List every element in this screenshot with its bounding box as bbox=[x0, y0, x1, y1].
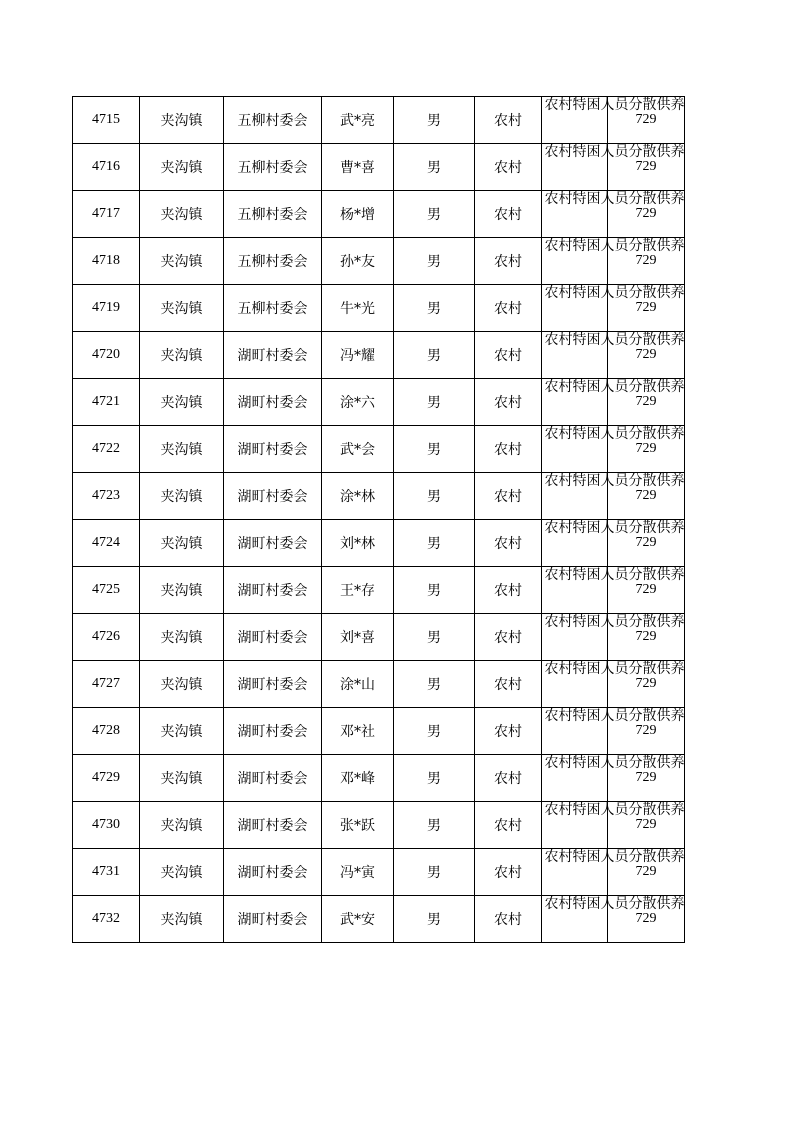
amount-cell: 729 bbox=[608, 144, 685, 191]
amount-cell: 729 bbox=[608, 191, 685, 238]
village-committee-cell: 湖町村委会 bbox=[224, 379, 322, 426]
table-row bbox=[73, 191, 685, 238]
support-category-text: 农村特困人员分散供养 bbox=[544, 191, 685, 207]
residence-type-cell: 农村 bbox=[475, 802, 542, 849]
record-number: 4715 bbox=[73, 97, 140, 144]
residence-type-cell: 农村 bbox=[475, 755, 542, 802]
gender-cell: 男 bbox=[394, 567, 475, 614]
gender-cell: 男 bbox=[394, 755, 475, 802]
record-number: 4719 bbox=[73, 285, 140, 332]
residence-type-cell: 农村 bbox=[475, 97, 542, 144]
amount-cell: 729 bbox=[608, 285, 685, 332]
support-category-text: 农村特困人员分散供养 bbox=[544, 567, 685, 583]
person-name-cell: 涂*山 bbox=[322, 661, 394, 708]
residence-type-cell: 农村 bbox=[475, 191, 542, 238]
gender-cell: 男 bbox=[394, 144, 475, 191]
table-row bbox=[73, 755, 685, 802]
support-category-text: 农村特困人员分散供养 bbox=[544, 520, 685, 536]
village-committee-cell: 湖町村委会 bbox=[224, 896, 322, 943]
residence-type-cell: 农村 bbox=[475, 708, 542, 755]
support-category-text: 农村特困人员分散供养 bbox=[544, 238, 685, 254]
town-cell: 夹沟镇 bbox=[140, 896, 224, 943]
support-category-text: 农村特困人员分散供养 bbox=[544, 473, 685, 489]
town-cell: 夹沟镇 bbox=[140, 614, 224, 661]
support-category-text: 农村特困人员分散供养 bbox=[544, 379, 685, 395]
amount-cell: 729 bbox=[608, 755, 685, 802]
support-category-text: 农村特困人员分散供养 bbox=[544, 896, 685, 912]
record-number: 4725 bbox=[73, 567, 140, 614]
record-number: 4728 bbox=[73, 708, 140, 755]
residence-type-cell: 农村 bbox=[475, 661, 542, 708]
table-row bbox=[73, 708, 685, 755]
gender-cell: 男 bbox=[394, 426, 475, 473]
town-cell: 夹沟镇 bbox=[140, 144, 224, 191]
amount-cell: 729 bbox=[608, 708, 685, 755]
table-row bbox=[73, 379, 685, 426]
person-name-cell: 牛*光 bbox=[322, 285, 394, 332]
record-number: 4731 bbox=[73, 849, 140, 896]
record-number: 4732 bbox=[73, 896, 140, 943]
beneficiary-table bbox=[72, 96, 685, 943]
table-row bbox=[73, 426, 685, 473]
village-committee-cell: 湖町村委会 bbox=[224, 802, 322, 849]
town-cell: 夹沟镇 bbox=[140, 379, 224, 426]
table-row bbox=[73, 144, 685, 191]
residence-type-cell: 农村 bbox=[475, 426, 542, 473]
amount-cell: 729 bbox=[608, 661, 685, 708]
gender-cell: 男 bbox=[394, 379, 475, 426]
record-number: 4730 bbox=[73, 802, 140, 849]
record-number: 4720 bbox=[73, 332, 140, 379]
person-name-cell: 冯*耀 bbox=[322, 332, 394, 379]
table-row bbox=[73, 238, 685, 285]
town-cell: 夹沟镇 bbox=[140, 473, 224, 520]
person-name-cell: 王*存 bbox=[322, 567, 394, 614]
table-body bbox=[73, 97, 685, 943]
village-committee-cell: 五柳村委会 bbox=[224, 191, 322, 238]
record-number: 4717 bbox=[73, 191, 140, 238]
support-category-text: 农村特困人员分散供养 bbox=[544, 802, 685, 818]
record-number: 4724 bbox=[73, 520, 140, 567]
person-name-cell: 涂*林 bbox=[322, 473, 394, 520]
record-number: 4718 bbox=[73, 238, 140, 285]
village-committee-cell: 五柳村委会 bbox=[224, 144, 322, 191]
residence-type-cell: 农村 bbox=[475, 144, 542, 191]
support-category-text: 农村特困人员分散供养 bbox=[544, 614, 685, 630]
record-number: 4723 bbox=[73, 473, 140, 520]
person-name-cell: 涂*六 bbox=[322, 379, 394, 426]
gender-cell: 男 bbox=[394, 708, 475, 755]
amount-cell: 729 bbox=[608, 849, 685, 896]
amount-cell: 729 bbox=[608, 520, 685, 567]
town-cell: 夹沟镇 bbox=[140, 567, 224, 614]
support-category-text: 农村特困人员分散供养 bbox=[544, 755, 685, 771]
gender-cell: 男 bbox=[394, 520, 475, 567]
village-committee-cell: 湖町村委会 bbox=[224, 520, 322, 567]
record-number: 4729 bbox=[73, 755, 140, 802]
amount-cell: 729 bbox=[608, 238, 685, 285]
gender-cell: 男 bbox=[394, 332, 475, 379]
town-cell: 夹沟镇 bbox=[140, 238, 224, 285]
support-category-text: 农村特困人员分散供养 bbox=[544, 708, 685, 724]
person-name-cell: 武*亮 bbox=[322, 97, 394, 144]
town-cell: 夹沟镇 bbox=[140, 849, 224, 896]
village-committee-cell: 湖町村委会 bbox=[224, 426, 322, 473]
residence-type-cell: 农村 bbox=[475, 332, 542, 379]
support-category-text: 农村特困人员分散供养 bbox=[544, 144, 685, 160]
town-cell: 夹沟镇 bbox=[140, 426, 224, 473]
gender-cell: 男 bbox=[394, 191, 475, 238]
table-row bbox=[73, 661, 685, 708]
village-committee-cell: 湖町村委会 bbox=[224, 614, 322, 661]
gender-cell: 男 bbox=[394, 473, 475, 520]
person-name-cell: 武*安 bbox=[322, 896, 394, 943]
table-row bbox=[73, 285, 685, 332]
support-category-text: 农村特困人员分散供养 bbox=[544, 332, 685, 348]
residence-type-cell: 农村 bbox=[475, 614, 542, 661]
table-row bbox=[73, 332, 685, 379]
support-category-text: 农村特困人员分散供养 bbox=[544, 285, 685, 301]
gender-cell: 男 bbox=[394, 614, 475, 661]
town-cell: 夹沟镇 bbox=[140, 661, 224, 708]
person-name-cell: 武*会 bbox=[322, 426, 394, 473]
amount-cell: 729 bbox=[608, 97, 685, 144]
town-cell: 夹沟镇 bbox=[140, 191, 224, 238]
village-committee-cell: 五柳村委会 bbox=[224, 238, 322, 285]
town-cell: 夹沟镇 bbox=[140, 97, 224, 144]
village-committee-cell: 五柳村委会 bbox=[224, 285, 322, 332]
town-cell: 夹沟镇 bbox=[140, 755, 224, 802]
support-category-text: 农村特困人员分散供养 bbox=[544, 426, 685, 442]
person-name-cell: 冯*寅 bbox=[322, 849, 394, 896]
residence-type-cell: 农村 bbox=[475, 379, 542, 426]
record-number: 4721 bbox=[73, 379, 140, 426]
person-name-cell: 邓*社 bbox=[322, 708, 394, 755]
amount-cell: 729 bbox=[608, 426, 685, 473]
gender-cell: 男 bbox=[394, 849, 475, 896]
table-row bbox=[73, 567, 685, 614]
gender-cell: 男 bbox=[394, 285, 475, 332]
record-number: 4716 bbox=[73, 144, 140, 191]
gender-cell: 男 bbox=[394, 802, 475, 849]
record-number: 4726 bbox=[73, 614, 140, 661]
town-cell: 夹沟镇 bbox=[140, 332, 224, 379]
support-category-text: 农村特困人员分散供养 bbox=[544, 97, 685, 113]
residence-type-cell: 农村 bbox=[475, 238, 542, 285]
village-committee-cell: 湖町村委会 bbox=[224, 332, 322, 379]
support-category-text: 农村特困人员分散供养 bbox=[544, 849, 685, 865]
table-row bbox=[73, 520, 685, 567]
amount-cell: 729 bbox=[608, 473, 685, 520]
person-name-cell: 张*跃 bbox=[322, 802, 394, 849]
support-category-text: 农村特困人员分散供养 bbox=[544, 661, 685, 677]
town-cell: 夹沟镇 bbox=[140, 708, 224, 755]
village-committee-cell: 湖町村委会 bbox=[224, 567, 322, 614]
gender-cell: 男 bbox=[394, 238, 475, 285]
village-committee-cell: 五柳村委会 bbox=[224, 97, 322, 144]
residence-type-cell: 农村 bbox=[475, 520, 542, 567]
record-number: 4727 bbox=[73, 661, 140, 708]
town-cell: 夹沟镇 bbox=[140, 520, 224, 567]
residence-type-cell: 农村 bbox=[475, 849, 542, 896]
residence-type-cell: 农村 bbox=[475, 473, 542, 520]
amount-cell: 729 bbox=[608, 614, 685, 661]
amount-cell: 729 bbox=[608, 332, 685, 379]
village-committee-cell: 湖町村委会 bbox=[224, 661, 322, 708]
person-name-cell: 邓*峰 bbox=[322, 755, 394, 802]
residence-type-cell: 农村 bbox=[475, 285, 542, 332]
person-name-cell: 曹*喜 bbox=[322, 144, 394, 191]
village-committee-cell: 湖町村委会 bbox=[224, 708, 322, 755]
village-committee-cell: 湖町村委会 bbox=[224, 755, 322, 802]
village-committee-cell: 湖町村委会 bbox=[224, 849, 322, 896]
village-committee-cell: 湖町村委会 bbox=[224, 473, 322, 520]
residence-type-cell: 农村 bbox=[475, 567, 542, 614]
town-cell: 夹沟镇 bbox=[140, 802, 224, 849]
table-row bbox=[73, 97, 685, 144]
person-name-cell: 刘*喜 bbox=[322, 614, 394, 661]
table-row bbox=[73, 849, 685, 896]
person-name-cell: 杨*增 bbox=[322, 191, 394, 238]
amount-cell: 729 bbox=[608, 379, 685, 426]
gender-cell: 男 bbox=[394, 97, 475, 144]
table-row bbox=[73, 473, 685, 520]
table-row bbox=[73, 614, 685, 661]
table-row bbox=[73, 802, 685, 849]
person-name-cell: 刘*林 bbox=[322, 520, 394, 567]
gender-cell: 男 bbox=[394, 896, 475, 943]
amount-cell: 729 bbox=[608, 802, 685, 849]
residence-type-cell: 农村 bbox=[475, 896, 542, 943]
record-number: 4722 bbox=[73, 426, 140, 473]
gender-cell: 男 bbox=[394, 661, 475, 708]
amount-cell: 729 bbox=[608, 896, 685, 943]
table-row bbox=[73, 896, 685, 943]
person-name-cell: 孙*友 bbox=[322, 238, 394, 285]
amount-cell: 729 bbox=[608, 567, 685, 614]
town-cell: 夹沟镇 bbox=[140, 285, 224, 332]
